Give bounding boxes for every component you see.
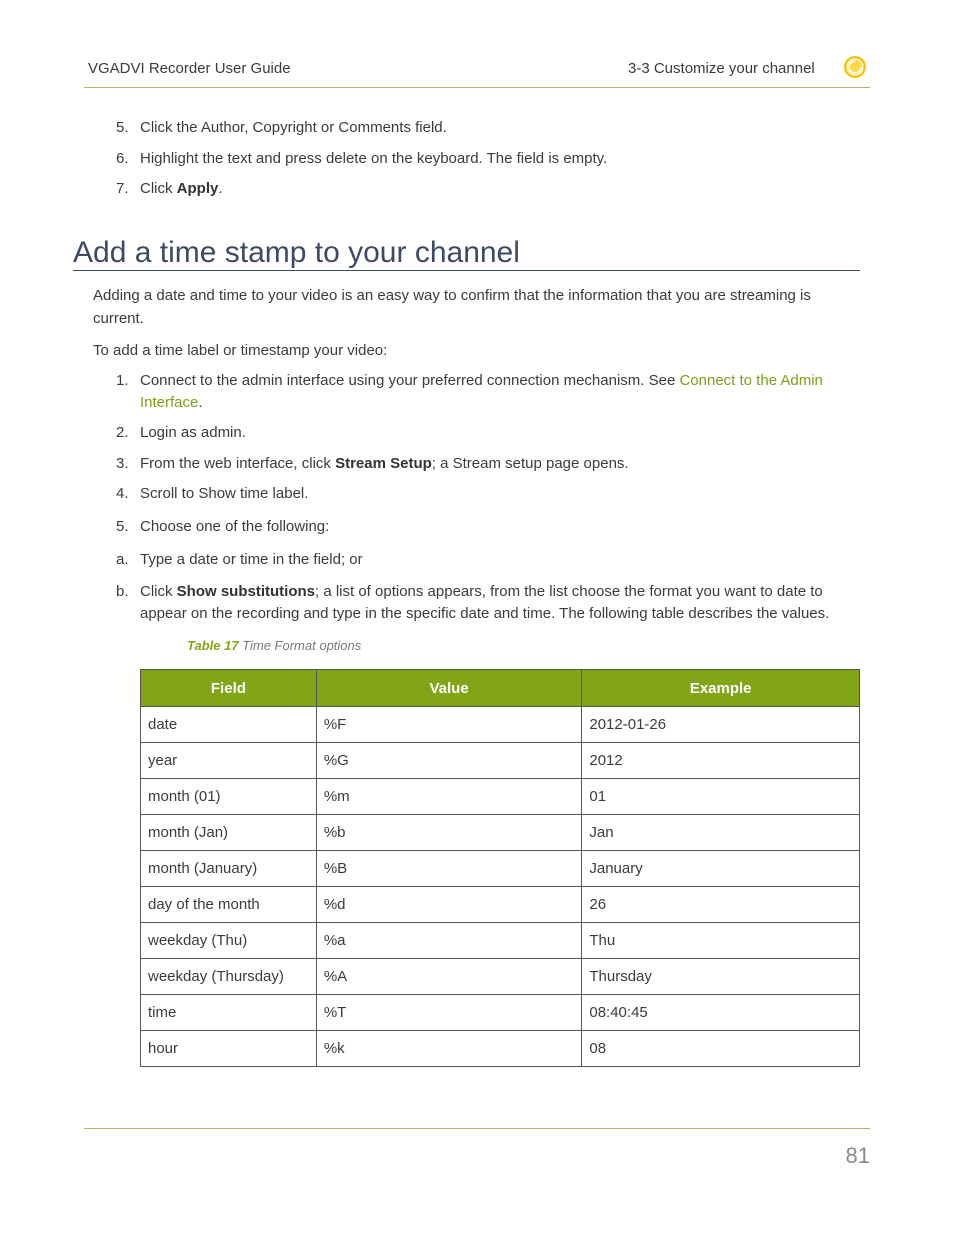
- cell-example: 01: [582, 779, 860, 815]
- table-row: [141, 815, 860, 851]
- list-text: [140, 581, 860, 625]
- text-run: From the web interface, click: [140, 455, 336, 472]
- cell-example: Thursday: [582, 959, 860, 995]
- list-text: [140, 178, 860, 200]
- list-number: 6.: [116, 150, 129, 167]
- running-header-section: 3-3 Customize your channel: [628, 60, 815, 77]
- text-run: Type a date or time in the field; or: [140, 551, 363, 568]
- text-run: Connect to the admin interface using your preferred connection mechanism. See: [140, 372, 680, 389]
- list-number: 1.: [116, 372, 129, 389]
- text-run: Scroll to Show time label.: [140, 485, 309, 502]
- cell-value: %b: [316, 815, 582, 851]
- list-number: 3.: [116, 455, 129, 472]
- table-row: [141, 743, 860, 779]
- heading-rule: [73, 270, 860, 271]
- table-row: [141, 779, 860, 815]
- cell-field: date: [141, 707, 317, 743]
- cell-example: Thu: [582, 923, 860, 959]
- cell-example: 08: [582, 1031, 860, 1067]
- list-text: [140, 453, 860, 475]
- sun-clock-icon: [843, 55, 867, 79]
- table-row: [141, 707, 860, 743]
- column-header-example: Example: [582, 670, 860, 707]
- text-run: Click the Author, Copyright or Comments field.: [140, 119, 447, 136]
- cell-value: %k: [316, 1031, 582, 1067]
- text-run: Choose one of the following:: [140, 518, 330, 535]
- lead-paragraph: To add a time label or timestamp your video:: [93, 342, 388, 359]
- table-row: [141, 995, 860, 1031]
- list-text: [140, 516, 860, 538]
- list-number: 5.: [116, 518, 129, 535]
- cell-field: hour: [141, 1031, 317, 1067]
- table-row: [141, 1031, 860, 1067]
- cell-field: time: [141, 995, 317, 1031]
- list-text: [140, 117, 860, 139]
- cell-value: %m: [316, 779, 582, 815]
- list-text: [140, 148, 860, 170]
- cell-field: month (Jan): [141, 815, 317, 851]
- cell-value: %B: [316, 851, 582, 887]
- table-body: [141, 707, 860, 1067]
- list-text: [140, 370, 860, 414]
- bold-text: Apply: [176, 180, 219, 197]
- footer-rule: [84, 1128, 870, 1129]
- list-number: b.: [116, 583, 129, 600]
- cell-example: 2012-01-26: [582, 707, 860, 743]
- column-header-field: Field: [141, 670, 317, 707]
- cell-example: Jan: [582, 815, 860, 851]
- table-caption-label: Table 17: [187, 638, 239, 653]
- list-number: 7.: [116, 180, 129, 197]
- table-row: [141, 923, 860, 959]
- time-format-table: [140, 669, 860, 1067]
- text-run: Highlight the text and press delete on the keyboard. The field is empty.: [140, 150, 608, 167]
- cell-field: month (01): [141, 779, 317, 815]
- list-text: [140, 483, 860, 505]
- section-heading: Add a time stamp to your channel: [73, 236, 520, 269]
- list-number: 5.: [116, 119, 129, 136]
- header-rule: [84, 87, 870, 88]
- cell-example: 08:40:45: [582, 995, 860, 1031]
- bold-text: Stream Setup: [335, 455, 432, 472]
- bold-text: Show substitutions: [176, 583, 315, 600]
- list-number: a.: [116, 551, 129, 568]
- table-row: [141, 959, 860, 995]
- cell-value: %F: [316, 707, 582, 743]
- cell-field: month (January): [141, 851, 317, 887]
- text-run: ; a Stream setup page opens.: [431, 455, 629, 472]
- cell-field: year: [141, 743, 317, 779]
- table-header-row: [141, 670, 860, 707]
- column-header-value: Value: [316, 670, 582, 707]
- text-run: Click: [140, 180, 177, 197]
- table-row: [141, 887, 860, 923]
- cell-field: day of the month: [141, 887, 317, 923]
- cross-reference-link[interactable]: Connect to the Admin Interface: [140, 372, 823, 411]
- table-caption-text: Time Format options: [242, 638, 362, 653]
- text-run: .: [198, 394, 203, 411]
- cell-example: January: [582, 851, 860, 887]
- list-text: [140, 422, 860, 444]
- text-run: ; a list of options appears, from the list choose the format you want to date to appear on the recording and type in the specific date and time. The following table describes the values.: [140, 583, 830, 622]
- cell-example: 26: [582, 887, 860, 923]
- text-run: Login as admin.: [140, 424, 246, 441]
- cell-example: 2012: [582, 743, 860, 779]
- text-run: .: [218, 180, 223, 197]
- cell-value: %d: [316, 887, 582, 923]
- cell-value: %G: [316, 743, 582, 779]
- table-row: [141, 851, 860, 887]
- list-number: 2.: [116, 424, 129, 441]
- cell-value: %T: [316, 995, 582, 1031]
- cell-field: weekday (Thursday): [141, 959, 317, 995]
- page-number: 81: [845, 1143, 870, 1168]
- table-caption: [187, 638, 361, 653]
- cell-value: %A: [316, 959, 582, 995]
- running-header-title: VGADVI Recorder User Guide: [88, 60, 291, 77]
- text-run: Click: [140, 583, 177, 600]
- list-text: [140, 549, 860, 571]
- list-number: 4.: [116, 485, 129, 502]
- intro-paragraph: Adding a date and time to your video is an easy way to confirm that the information that you are streaming is current.: [93, 287, 811, 327]
- cell-value: %a: [316, 923, 582, 959]
- cell-field: weekday (Thu): [141, 923, 317, 959]
